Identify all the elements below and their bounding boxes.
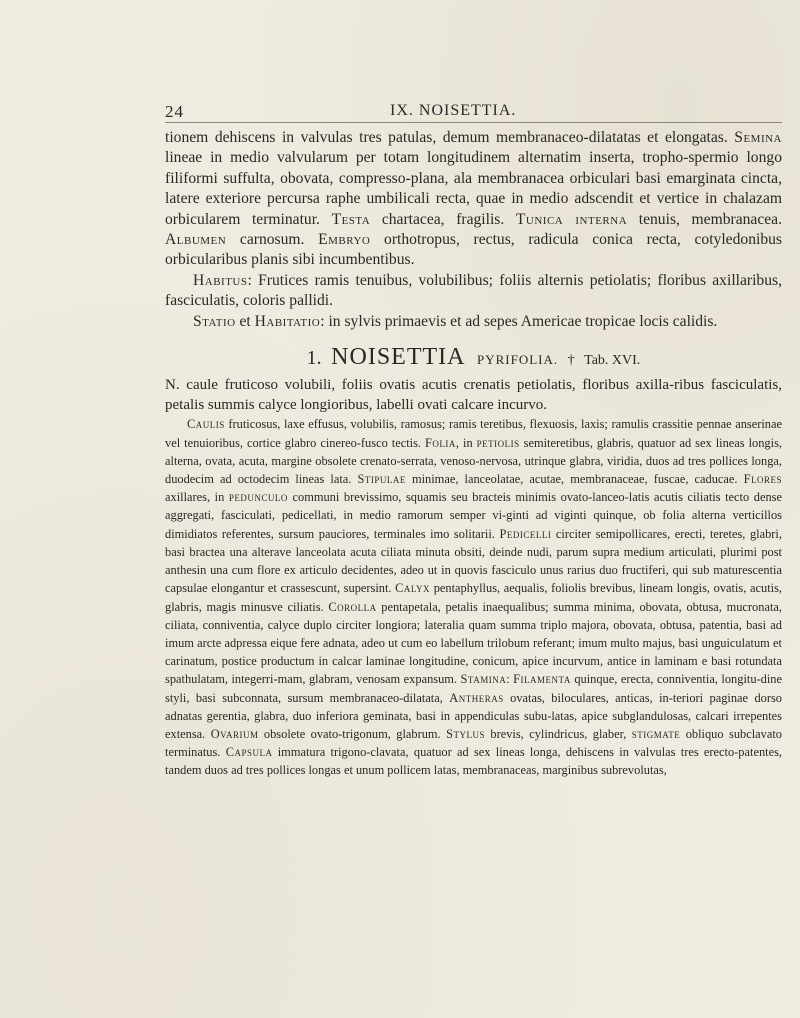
page-number: 24: [165, 102, 184, 121]
term-pedunculo: pedunculo: [228, 490, 288, 505]
plate-reference: Tab. XVI.: [584, 353, 641, 369]
running-title: IX. NOISETTIA.: [390, 102, 517, 119]
term-habitatio: Habitatio: [254, 312, 321, 330]
term-capsula: Capsula: [225, 745, 273, 760]
continued-paragraph: tionem dehiscens in valvulas tres patulas, demum membranaceo-dilatatas et elongatas. Semina lineae in medio valvularum per totam longitudinem alternatim inserta, tropho-spermio longo filiformi suffulta, obovata, compresso-plana, ala membranacea orbiculari basi emarginata cincta, latere exteriore percursa raphe umbilicali recta, quae in medio adscendit et vertice in chalazam orbicularem terminatur. Testa chartacea, fragilis. Tunica interna tenuis, membranacea. Albumen carnosum. Embryo orthotropus, rectus, radicula conica recta, cotyledonibus orbicularibus planis sibi incumbentibus.: [165, 129, 782, 269]
term-filamenta: Filamenta: [513, 672, 571, 687]
species-name: PYRIFOLIA.: [476, 352, 559, 368]
species-title: [165, 344, 782, 371]
term-calyx: Calyx: [395, 581, 431, 596]
term-antheras: Antheras: [449, 690, 504, 705]
term-stylus: Stylus: [446, 726, 485, 741]
term-flores: Flores: [743, 472, 782, 487]
statio-paragraph: Statio et Habitatio: in sylvis primaevis et ad sepes Americae tropicae locis calidis.: [193, 312, 718, 330]
species-number: 1.: [306, 347, 322, 370]
term-stigmate: stigmate: [631, 726, 681, 741]
term-stamina: Stamina: [460, 672, 507, 687]
term-folia: Folia: [425, 435, 456, 450]
term-embryo: Embryo: [318, 231, 371, 249]
term-albumen: Albumen: [165, 231, 227, 249]
term-habitus: Habitus: [193, 271, 248, 289]
diagnosis-paragraph: N. caule fruticoso volubili, foliis ovatis acutis crenatis petiolatis, floribus axilla-ribus fasciculatis, petalis summis calyce longioribus, labelli ovati calcare incurvo.: [165, 377, 782, 414]
term-tunica: Tunica interna: [515, 210, 628, 228]
dagger-mark: †: [567, 353, 575, 369]
page-body: [165, 128, 782, 780]
term-petiolis: petiolis: [476, 435, 520, 450]
species-diagnosis: [165, 375, 782, 415]
habitus-paragraph: Habitus: Frutices ramis tenuibus, volubilibus; foliis alternis petiolatis; floribus axillaribus, fasciculatis, coloris pallidi.: [165, 271, 782, 310]
term-ovarium: Ovarium: [210, 726, 259, 741]
species-description: [165, 415, 782, 779]
page-header: [165, 100, 782, 123]
genus-description: [165, 128, 782, 332]
term-testa: Testa: [331, 210, 371, 228]
term-stipulae: Stipulae: [357, 472, 406, 487]
term-caulis: Caulis: [187, 417, 225, 432]
term-statio: Statio: [193, 312, 236, 330]
term-pedicelli: Pedicelli: [499, 526, 552, 541]
description-paragraph: Caulis fruticosus, laxe effusus, volubilis, ramosus; ramis teretibus, flexuosis, laxis; ramulis crassitie pennae anserinae vel tenuioribus, cortice glabro cinereo-fusco tectis. Folia, in petiolis semiteretibus, glabris, quatuor ad sex lineas longis, alterna, ovata, acuta, margine obsolete crenato-serrata, venoso-nervosa, utrinque glabra, viridia, duos ad tres pollices longa, duodecim ad octodecim lineas lata. Stipulae minimae, lanceolatae, acutae, membranaceae, fuscae, caducae. Flores axillares, in pedunculo communi brevissimo, squamis seu bracteis minimis ovato-lanceo-latis acutis ciliatis tecto dense aggregati, fasciculati, pedicellati, in medio ramorum semper vi-ginti ad viginti quinque, ob folia alterna verticillos dimidiatos referentes, sursum pauciores, terminales imo solitarii. Pedicelli circiter semipollicares, erecti, teretes, glabri, basi bractea una alterave lanceolata acuta ciliata minuta obsiti, deinde nudi, parum supra medium articulati, plurimi post anthesin una cum flore ex articulo decidentes, adeo ut in quovis fasciculo unus rarius duo fructiferi, qui sub maturescentia capsulae elongantur et crassescunt, supersint. Calyx pentaphyllus, aequalis, foliolis brevibus, lineam longis, ovatis, acutis, glabris, magis minusve ciliatis. Corolla pentapetala, petalis inaequalibus; summa minima, obovata, obtusa, mucronata, ciliata, conniventia, calyce duplo circiter longiora; lateralia quam summa triplo majora, obovata, obtusa, patentia, basi ad imum arcte adpressa eique fere adnata, adeo ut cum eo labellum trilobum referant; imum multo majus, basi unguiculatum et carinatum, postice productum in calcar laminae longitudine, conicum, apice incurvum, antice in laminam e basi rotundata spathulatam, integerri-mam, glabram, venosam expansum. Stamina: Filamenta quinque, erecta, conniventia, longitu-dine styli, basi subconnata, sursum membranaceo-dilatata, Antheras ovatas, biloculares, anticas, in-teriori paginae dorso adnatas gerentia, glabra, duo inferiora geminata, basi in appendiculas subu-latas, apice subglandulosas, calcari irrepentes extensa. Ovarium obsolete ovato-trigonum, glabrum. Stylus brevis, cylindricus, glaber, stigmate obliquo subclavato terminatus. Capsula immatura trigono-clavata, quatuor ad sex lineas longa, dehiscens in valvulas tres erecto-patentes, tandem duos ad tres pollices longas et unum pollicem latas, membranaceas, marginibus subrevolutas,: [165, 417, 783, 778]
diagnosis-initial: N.: [165, 377, 180, 394]
term-corolla: Corolla: [328, 599, 377, 614]
term-semina: Semina: [734, 129, 782, 146]
genus-name: NOISETTIA: [331, 344, 466, 371]
